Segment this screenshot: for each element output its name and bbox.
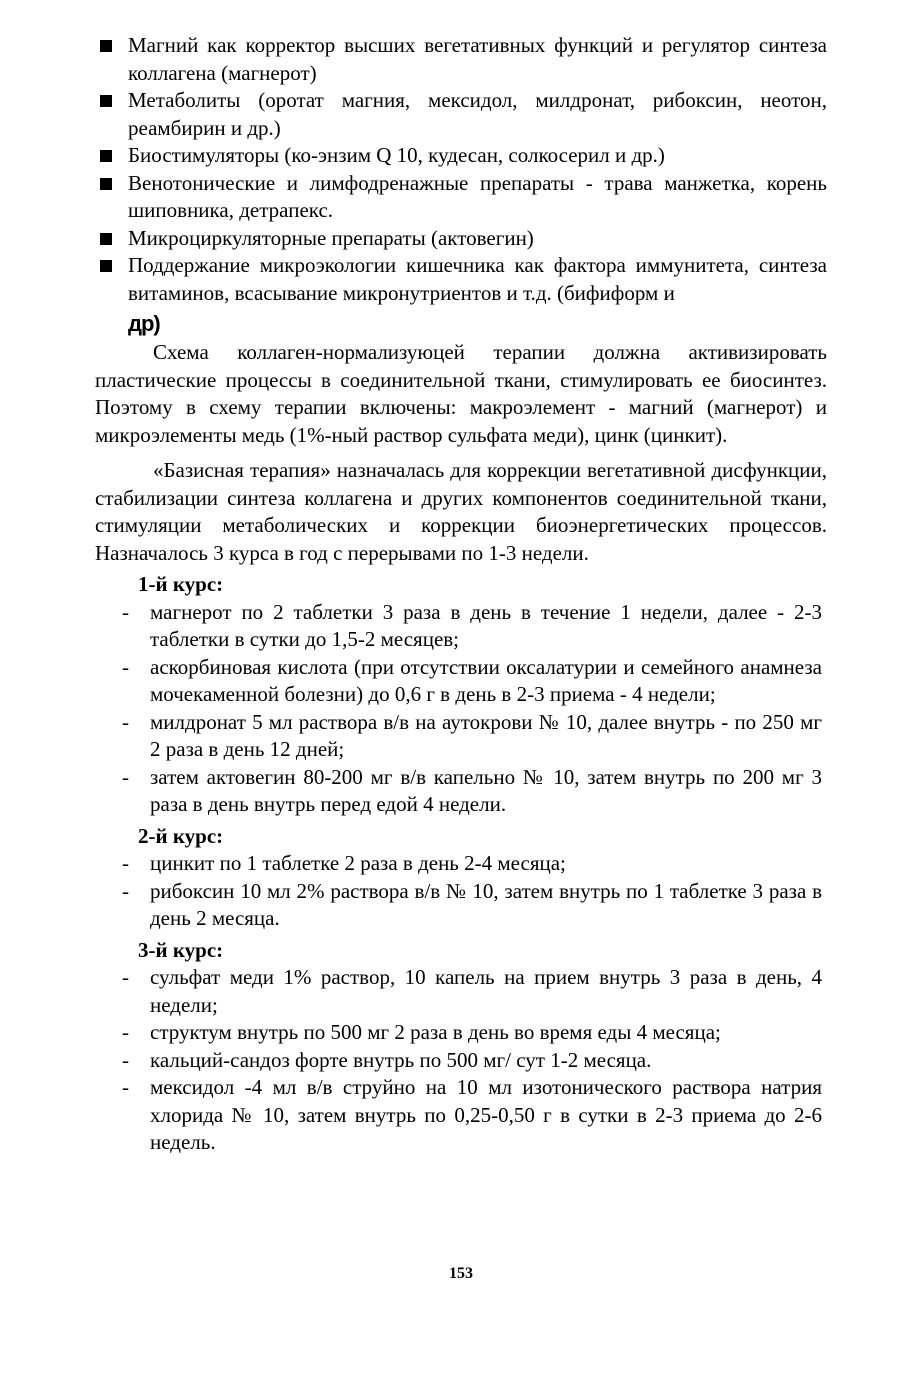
dash-marker: - <box>122 709 129 734</box>
list-item-text: милдронат 5 мл раствора в/в на аутокрови № 10, далее внутрь - по 250 мг 2 раза в день 12 дней; <box>150 709 822 761</box>
list-item-text: сульфат меди 1% раствор, 10 капель на прием внутрь 3 раза в день, 4 недели; <box>150 965 822 1017</box>
paragraph-basic-therapy: «Базисная терапия» назначалась для коррекции вегетативной дисфункции, стабилизации синтеза коллагена и других компонентов соединительной ткани, стимуляции метаболических и коррекции биоэнергетических процессов. Назначалось 3 курса в год с перерывами по 1-3 недели. <box>95 458 827 565</box>
bullet-item: Метаболиты (оротат магния, мексидол, милдронат, рибоксин, неотон, реамбирин и др.) <box>95 87 827 142</box>
dash-marker: - <box>122 599 129 624</box>
list-item-text: кальций-сандоз форте внутрь по 500 мг/ сут 1-2 месяца. <box>150 1047 652 1072</box>
list-item-text: рибоксин 10 мл 2% раствора в/в № 10, затем внутрь по 1 таблетке 3 раза в день 2 месяца. <box>150 878 822 930</box>
list-item <box>95 850 827 878</box>
list-item-text: затем актовегин 80-200 мг в/в капельно № 10, затем внутрь по 200 мг 3 раза в день внутрь перед едой 4 недели. <box>150 764 822 816</box>
dash-marker: - <box>122 965 129 989</box>
list-item-text: мексидол -4 мл в/в струйно на 10 мл изотонического раствора натрия хлорида № 10, затем внутрь по 0,25-0,50 г в сутки в 2-3 приема до 2-6 недель. <box>150 1075 822 1154</box>
list-item <box>95 1047 827 1075</box>
bullet-item: Поддержание микроэкологии кишечника как фактора иммунитета, синтеза витаминов, всасывание микронутриентов и т.д. (бифиформ и <box>95 252 827 307</box>
bullet-item: Магний как корректор высших вегетативных функций и регулятор синтеза коллагена (магнерот) <box>95 32 827 87</box>
list-item <box>95 1019 827 1047</box>
list-item <box>95 654 827 709</box>
course-1-list <box>95 599 827 819</box>
bullet-tail-text: др) <box>128 311 160 336</box>
list-item <box>95 764 827 819</box>
bullet-item: Биостимуляторы (ко-энзим Q 10, кудесан, солкосерил и др.) <box>95 142 827 170</box>
list-item-text: структум внутрь по 500 мг 2 раза в день во время еды 4 месяца; <box>150 1020 721 1044</box>
bullet-list <box>95 32 827 307</box>
list-item-text: магнерот по 2 таблетки 3 раза в день в течение 1 недели, далее - 2-3 таблетки в сутки до 1,5-2 месяцев; <box>150 599 822 651</box>
course-2-list <box>95 850 827 933</box>
course-3-list <box>95 964 827 1157</box>
list-item <box>95 878 827 933</box>
course-heading: 1-й курс: <box>138 572 224 596</box>
dash-marker: - <box>122 851 129 875</box>
dash-marker: - <box>122 1075 129 1099</box>
bullet-item: Венотонические и лимфодренажные препараты - трава манжетка, корень шиповника, детрапекс. <box>95 170 827 225</box>
page-number: 153 <box>449 1265 473 1282</box>
dash-marker: - <box>122 764 129 789</box>
bullet-item: Микроциркуляторные препараты (актовегин) <box>95 225 827 253</box>
course-heading: 2-й курс: <box>138 823 224 848</box>
dash-marker: - <box>122 878 129 903</box>
list-item-text: аскорбиновая кислота (при отсутствии оксалатурии и семейного анамнеза мочекаменной болезни) до 0,6 г в день в 2-3 приема - 4 недели; <box>150 654 822 706</box>
document-page <box>95 32 827 1157</box>
list-item-text: цинкит по 1 таблетке 2 раза в день 2-4 месяца; <box>150 851 566 875</box>
dash-marker: - <box>122 1047 129 1072</box>
course-heading: 3-й курс: <box>138 937 224 962</box>
dash-marker: - <box>122 654 129 679</box>
list-item <box>95 964 827 1019</box>
paragraph-therapy-scheme: Схема коллаген-нормализуюцей терапии должна активизировать пластические процессы в соединительной ткани, стимулировать ее биосинтез. Поэтому в схему терапии включены: макроэлемент - магний (магнерот) и микроэлементы медь (1%-ный раствор сульфата меди), цинк (цинкит). <box>95 340 827 447</box>
list-item <box>95 709 827 764</box>
dash-marker: - <box>122 1020 129 1044</box>
list-item <box>95 1074 827 1157</box>
list-item <box>95 599 827 654</box>
